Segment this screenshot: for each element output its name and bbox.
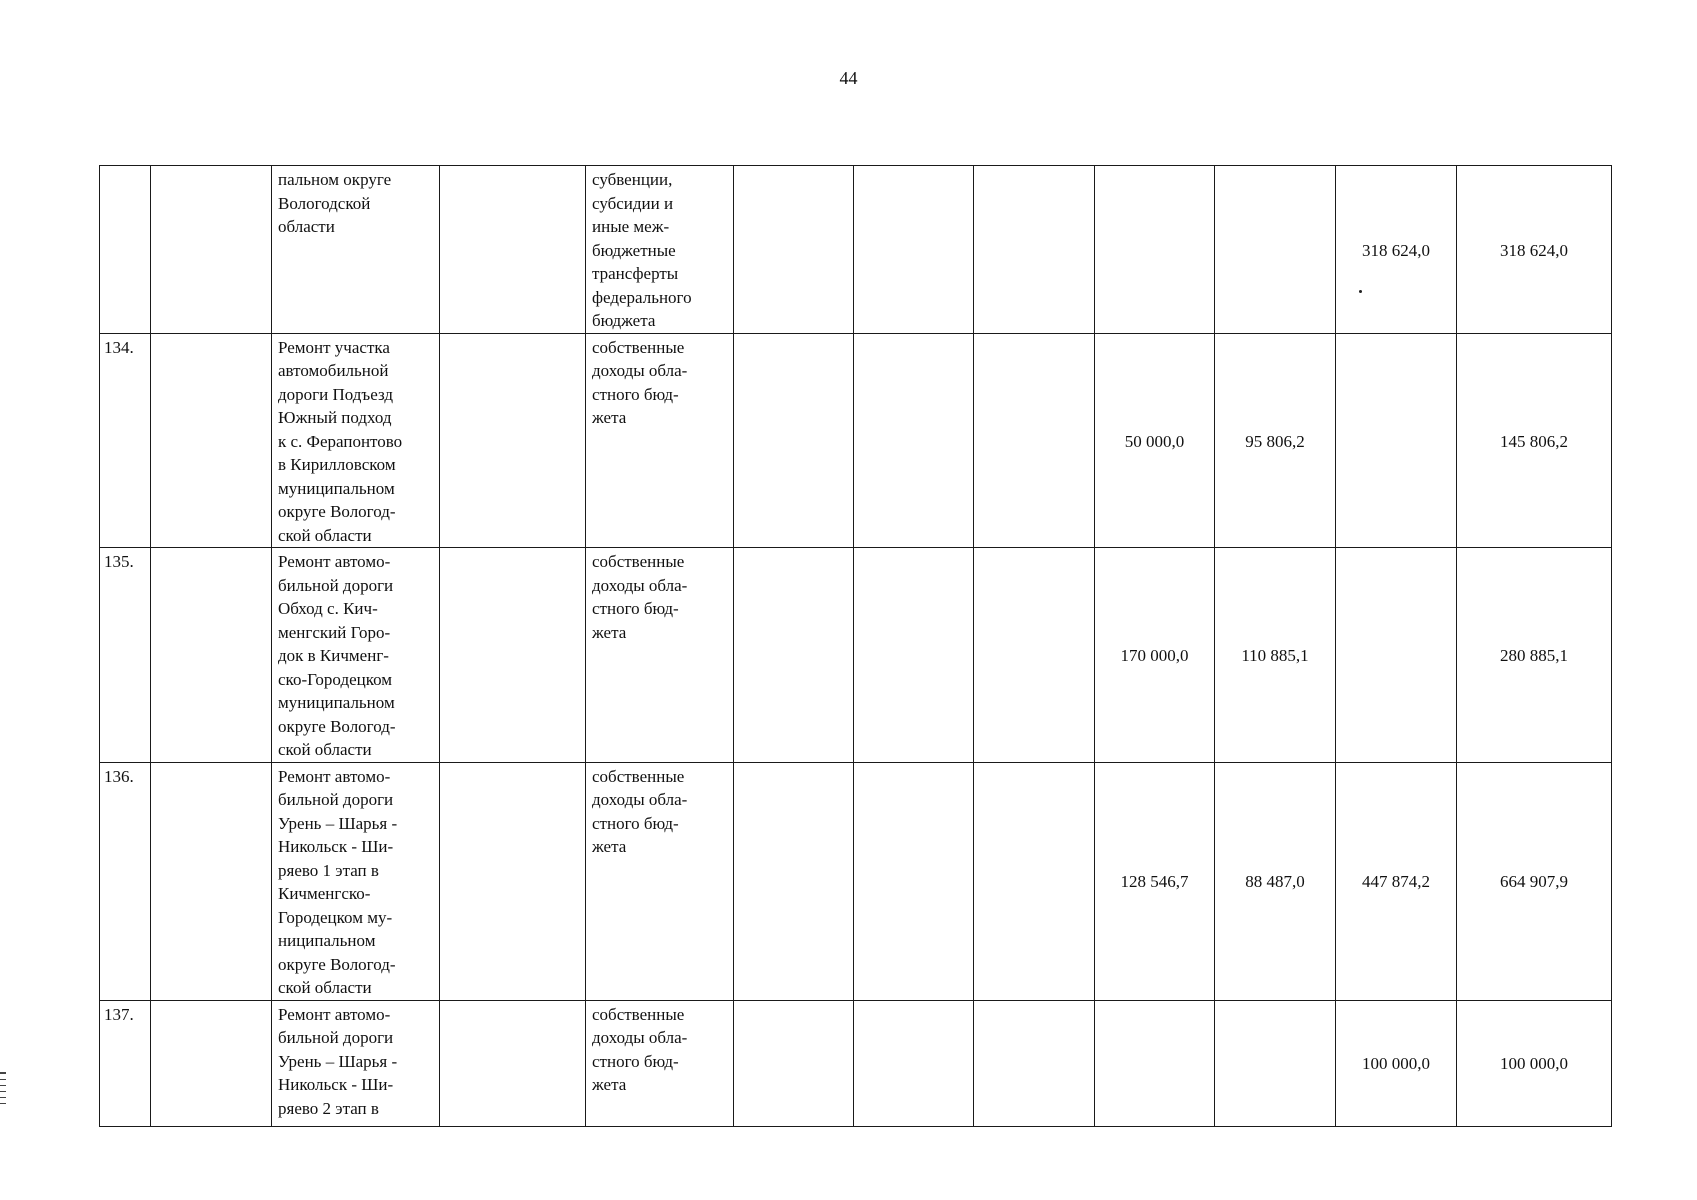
table-body — [100, 166, 1612, 1127]
amount-cell-4 — [1095, 1000, 1215, 1126]
row-number-cell: 136. — [100, 762, 151, 1000]
object-description-cell-line: ско-Городецком — [278, 669, 393, 689]
amount-cell-1 — [734, 1000, 854, 1126]
total-amount-cell: 664 907,9 — [1457, 762, 1612, 1000]
object-description-cell-line: док в Кичменг- — [278, 646, 389, 665]
amount-cell-1 — [734, 762, 854, 1000]
object-description-cell-line: муниципальном — [278, 693, 395, 712]
object-description-cell-line: ряево 2 этап в — [278, 1098, 379, 1118]
amount-cell-6 — [1336, 333, 1457, 548]
funding-source-cell-line: собственные — [592, 1004, 685, 1024]
funding-source-cell-line: федерального — [592, 287, 692, 307]
funding-source-cell-line: жета — [592, 837, 627, 856]
amount-cell-6: 318 624,0 — [1336, 166, 1457, 334]
object-description-cell-line: округе Вологод- — [278, 502, 396, 521]
amount-cell-2 — [854, 166, 974, 334]
budget-table — [99, 165, 1612, 1127]
row-number-cell: 135. — [100, 548, 151, 763]
object-description-cell — [272, 1000, 440, 1126]
row-number-cell — [100, 166, 151, 334]
funding-source-cell-line: стного бюд- — [592, 384, 679, 404]
funding-source-cell-line: стного бюд- — [592, 1051, 679, 1071]
object-description-cell-line: ской области — [278, 525, 372, 545]
object-description-cell-line: области — [278, 217, 335, 236]
extra-cell — [440, 548, 586, 763]
amount-cell-6: 100 000,0 — [1336, 1000, 1457, 1126]
object-description-cell-line: ской области — [278, 740, 372, 759]
amount-cell-2 — [854, 762, 974, 1000]
code-cell — [151, 166, 272, 334]
funding-source-cell-line: стного бюд- — [592, 599, 679, 618]
object-description-cell-line: Южный подход — [278, 408, 392, 427]
object-description-cell-line: Вологодской — [278, 193, 371, 213]
object-description-cell-line: Ремонт автомо- — [278, 1004, 391, 1024]
funding-source-cell-line: субвенции, — [592, 170, 673, 189]
object-description-cell-line: Ремонт автомо- — [278, 766, 391, 786]
object-description-cell-line: Ремонт участка — [278, 337, 390, 357]
extra-cell — [440, 166, 586, 334]
funding-source-cell-line: стного бюд- — [592, 813, 679, 833]
object-description-cell — [272, 166, 440, 334]
object-description-cell-line: Урень – Шарья - — [278, 813, 398, 833]
funding-source-cell-line: собственные — [592, 337, 685, 357]
amount-cell-2 — [854, 333, 974, 548]
amount-cell-4 — [1095, 166, 1215, 334]
amount-cell-4: 50 000,0 — [1095, 333, 1215, 548]
funding-source-cell-line: субсидии и — [592, 193, 674, 213]
object-description-cell-line: муниципальном — [278, 478, 395, 498]
object-description-cell-line: округе Вологод- — [278, 716, 396, 736]
table-row — [100, 166, 1612, 334]
table-row — [100, 1000, 1612, 1126]
total-amount-cell: 318 624,0 — [1457, 166, 1612, 334]
funding-source-cell-line: доходы обла- — [592, 361, 688, 380]
scan-dot — [1359, 290, 1362, 293]
object-description-cell — [272, 333, 440, 548]
funding-source-cell-line: жета — [592, 408, 627, 427]
amount-cell-1 — [734, 548, 854, 763]
row-number-cell: 137. — [100, 1000, 151, 1126]
funding-source-cell-line: жета — [592, 1075, 627, 1094]
amount-cell-5: 110 885,1 — [1215, 548, 1336, 763]
funding-source-cell-line: собственные — [592, 766, 685, 786]
funding-source-cell-line: жета — [592, 622, 627, 642]
row-number-cell: 134. — [100, 333, 151, 548]
extra-cell — [440, 762, 586, 1000]
object-description-cell-line: ряево 1 этап в — [278, 860, 379, 880]
object-description-cell-line: менгский Горо- — [278, 622, 391, 642]
object-description-cell-line: к с. Ферапонтово — [278, 431, 403, 451]
code-cell — [151, 1000, 272, 1126]
object-description-cell-line: Обход с. Кич- — [278, 599, 378, 618]
object-description-cell-line: Кичменгско- — [278, 884, 371, 903]
amount-cell-3 — [974, 333, 1095, 548]
object-description-cell-line: Никольск - Ши- — [278, 1075, 394, 1094]
amount-cell-3 — [974, 548, 1095, 763]
amount-cell-5: 95 806,2 — [1215, 333, 1336, 548]
object-description-cell-line: Городецком му- — [278, 907, 393, 927]
table-row — [100, 548, 1612, 763]
code-cell — [151, 762, 272, 1000]
code-cell — [151, 548, 272, 763]
amount-cell-5 — [1215, 1000, 1336, 1126]
amount-cell-3 — [974, 166, 1095, 334]
object-description-cell-line: Ремонт автомо- — [278, 552, 391, 571]
amount-cell-5 — [1215, 166, 1336, 334]
funding-source-cell-line: доходы обла- — [592, 790, 688, 809]
table-row — [100, 762, 1612, 1000]
object-description-cell-line: округе Вологод- — [278, 954, 396, 974]
funding-source-cell-line: доходы обла- — [592, 575, 688, 595]
page-number: 44 — [839, 68, 858, 88]
total-amount-cell: 280 885,1 — [1457, 548, 1612, 763]
funding-source-cell-line: иные меж- — [592, 217, 670, 236]
object-description-cell-line: Урень – Шарья - — [278, 1051, 398, 1071]
scan-margin-marks — [0, 1072, 6, 1109]
amount-cell-2 — [854, 1000, 974, 1126]
funding-source-cell-line: собственные — [592, 552, 685, 571]
funding-source-cell — [586, 333, 734, 548]
extra-cell — [440, 1000, 586, 1126]
object-description-cell-line: дороги Подъезд — [278, 384, 394, 404]
amount-cell-1 — [734, 333, 854, 548]
extra-cell — [440, 333, 586, 548]
funding-source-cell-line: бюджетные — [592, 240, 676, 260]
object-description-cell-line: ской области — [278, 978, 372, 997]
funding-source-cell — [586, 1000, 734, 1126]
amount-cell-2 — [854, 548, 974, 763]
object-description-cell-line: бильной дороги — [278, 1028, 394, 1047]
object-description-cell-line: бильной дороги — [278, 575, 394, 595]
funding-source-cell — [586, 762, 734, 1000]
amount-cell-5: 88 487,0 — [1215, 762, 1336, 1000]
amount-cell-4: 170 000,0 — [1095, 548, 1215, 763]
object-description-cell-line: ниципальном — [278, 931, 376, 950]
amount-cell-4: 128 546,7 — [1095, 762, 1215, 1000]
object-description-cell — [272, 762, 440, 1000]
amount-cell-3 — [974, 762, 1095, 1000]
amount-cell-6 — [1336, 548, 1457, 763]
code-cell — [151, 333, 272, 548]
funding-source-cell-line: доходы обла- — [592, 1028, 688, 1047]
amount-cell-3 — [974, 1000, 1095, 1126]
funding-source-cell — [586, 166, 734, 334]
object-description-cell-line: пальном округе — [278, 170, 392, 189]
total-amount-cell: 100 000,0 — [1457, 1000, 1612, 1126]
funding-source-cell — [586, 548, 734, 763]
amount-cell-1 — [734, 166, 854, 334]
amount-cell-6: 447 874,2 — [1336, 762, 1457, 1000]
funding-source-cell-line: бюджета — [592, 311, 656, 330]
table-row — [100, 333, 1612, 548]
total-amount-cell: 145 806,2 — [1457, 333, 1612, 548]
object-description-cell-line: Никольск - Ши- — [278, 837, 394, 856]
object-description-cell-line: в Кирилловском — [278, 455, 396, 474]
object-description-cell-line: бильной дороги — [278, 790, 394, 809]
object-description-cell — [272, 548, 440, 763]
funding-source-cell-line: трансферты — [592, 264, 679, 283]
object-description-cell-line: автомобильной — [278, 361, 389, 380]
